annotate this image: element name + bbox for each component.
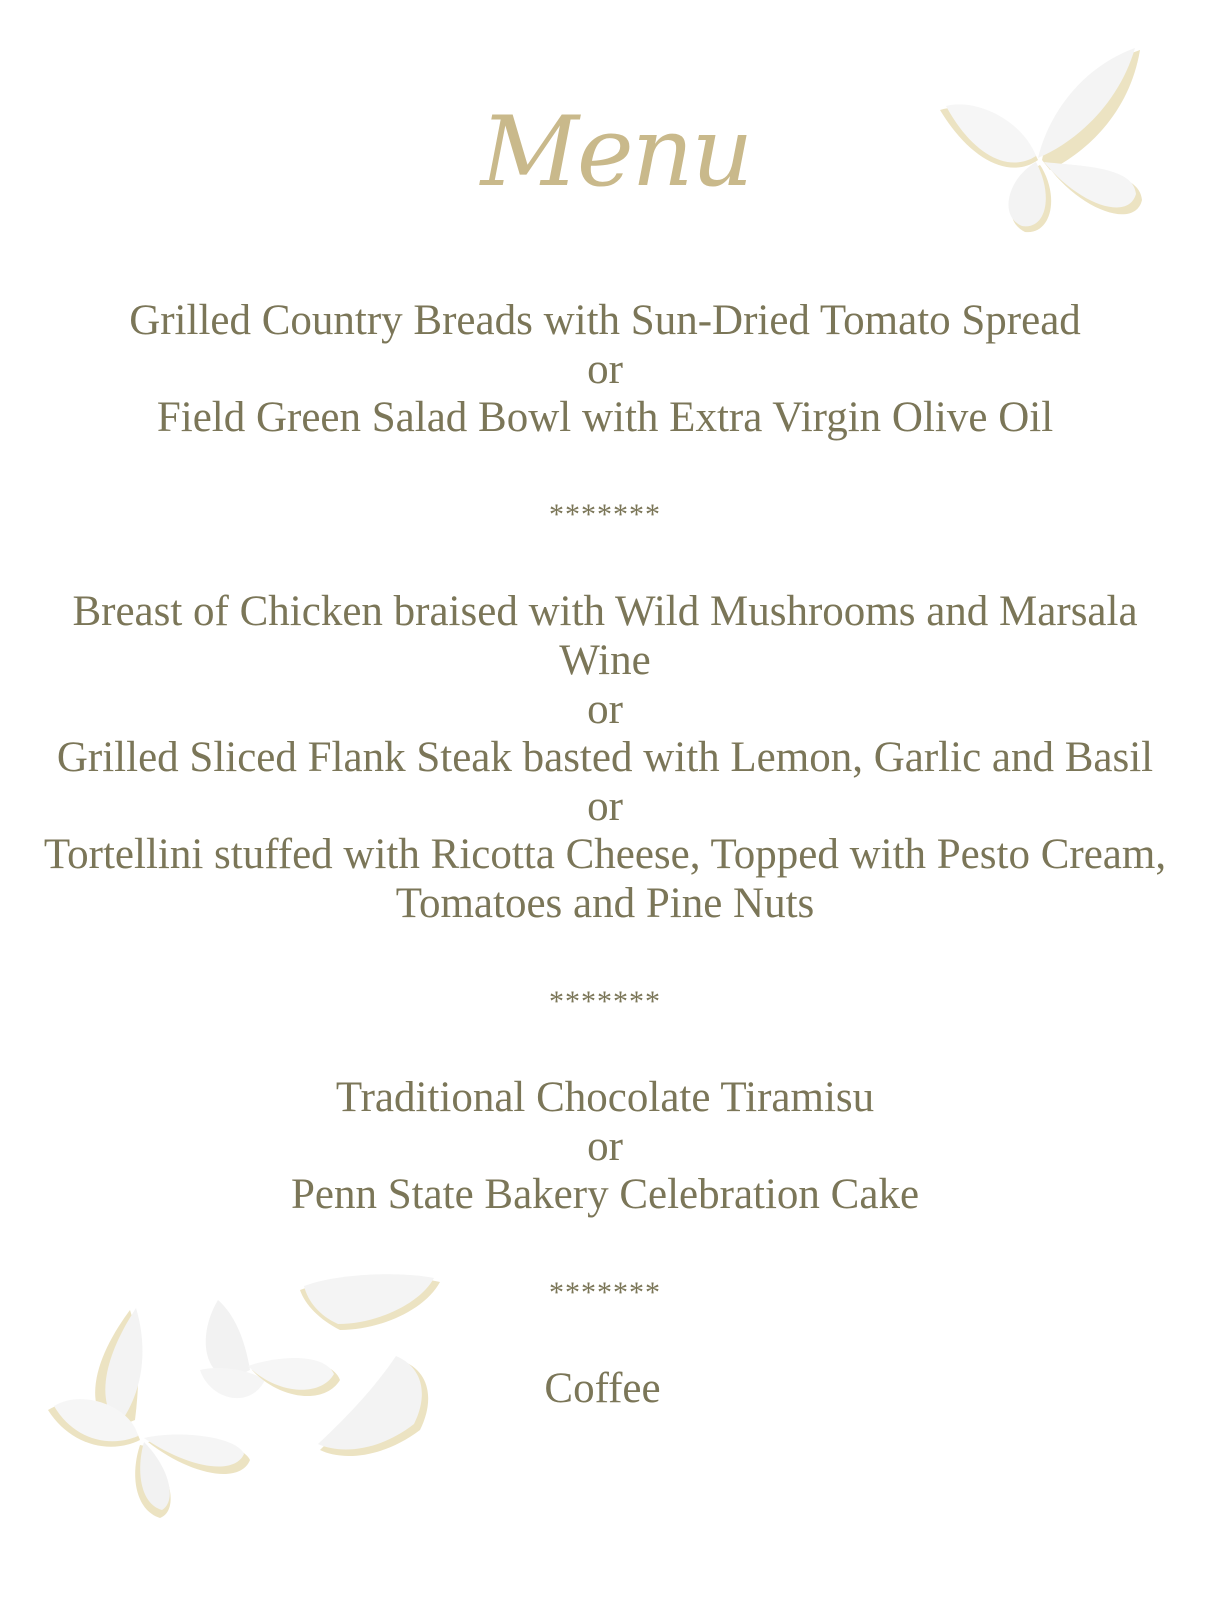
main-or-2: or (587, 783, 623, 830)
dessert-option-1: Traditional Chocolate Tiramisu (335, 1074, 875, 1121)
main-option-2: Grilled Sliced Flank Steak basted with Lemon, Garlic and Basil (56, 734, 1154, 781)
main-option-1-line-2: Wine (559, 637, 651, 684)
starter-or: or (587, 346, 623, 393)
menu-title: Menu (480, 96, 752, 208)
main-option-3-line-2: Tomatoes and Pine Nuts (395, 880, 815, 927)
separator-2: ******* (549, 985, 661, 1018)
separator-3: ******* (549, 1276, 661, 1309)
butterfly-icon (40, 1270, 460, 1530)
starter-option-1: Grilled Country Breads with Sun-Dried Tomato Spread (129, 297, 1081, 344)
butterfly-icon (930, 40, 1150, 240)
dessert-option-2: Penn State Bakery Celebration Cake (290, 1171, 920, 1218)
starter-option-2: Field Green Salad Bowl with Extra Virgin Olive Oil (156, 394, 1054, 441)
main-option-1-line-1: Breast of Chicken braised with Wild Mushrooms and Marsala (72, 588, 1138, 635)
coffee-item: Coffee (544, 1365, 661, 1412)
dessert-or: or (587, 1123, 623, 1170)
main-option-3-line-1: Tortellini stuffed with Ricotta Cheese, Topped with Pesto Cream, (43, 831, 1167, 878)
main-or-1: or (587, 686, 623, 733)
separator-1: ******* (549, 498, 661, 531)
